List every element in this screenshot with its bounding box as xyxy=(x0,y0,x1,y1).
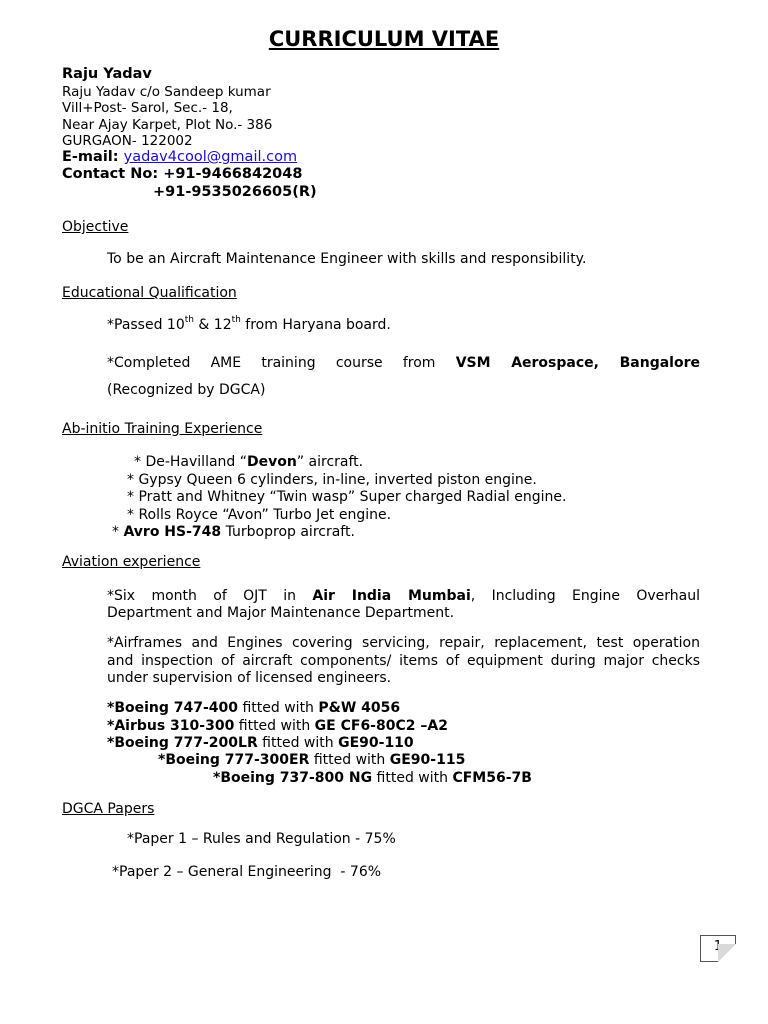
address-line-1: Raju Yadav c/o Sandeep kumar xyxy=(62,84,271,100)
aircraft-row xyxy=(107,700,400,716)
objective-text: To be an Aircraft Maintenance Engineer with skills and responsibility. xyxy=(107,251,587,267)
abinitio-item-bold: Avro HS-748 xyxy=(123,524,222,540)
aircraft-name: *Boeing 777-300ER xyxy=(158,752,310,768)
email-row xyxy=(62,149,297,165)
aircraft-name: *Boeing 777-200LR xyxy=(107,735,258,751)
aviation-heading: Aviation experience xyxy=(62,554,201,570)
aircraft-engine: P&W 4056 xyxy=(318,700,401,716)
abinitio-item: * Pratt and Whitney “Twin wasp” Super charged Radial engine. xyxy=(127,489,567,505)
fitted-with: fitted with xyxy=(309,752,390,768)
address-line-2: Vill+Post- Sarol, Sec.- 18, xyxy=(62,100,233,116)
objective-heading: Objective xyxy=(62,219,129,235)
contact-label: Contact No: xyxy=(62,166,159,182)
aviation-ojt-bold: Air India Mumbai xyxy=(312,588,471,604)
candidate-name: Raju Yadav xyxy=(62,66,152,82)
aircraft-name: *Airbus 310-300 xyxy=(107,718,235,734)
aircraft-engine: GE CF6-80C2 –A2 xyxy=(314,718,448,734)
education-ame-prefix: *Completed AME training course from xyxy=(107,355,456,371)
abinitio-item: * Rolls Royce “Avon” Turbo Jet engine. xyxy=(127,507,392,523)
aircraft-name: *Boeing 737-800 NG xyxy=(213,770,373,786)
address-line-3: Near Ajay Karpet, Plot No.- 386 xyxy=(62,117,273,133)
abinitio-item-text: ” aircraft. xyxy=(296,454,364,470)
abinitio-item xyxy=(134,454,363,470)
abinitio-item xyxy=(112,524,355,540)
aviation-airframes-line-2: and inspection of aircraft components/ items of equipment during major checks xyxy=(107,653,700,669)
abinitio-heading: Ab-initio Training Experience xyxy=(62,421,263,437)
aircraft-engine: GE90-115 xyxy=(389,752,466,768)
aircraft-name: *Boeing 747-400 xyxy=(107,700,239,716)
contact-row xyxy=(62,166,302,182)
education-heading: Educational Qualification xyxy=(62,285,237,301)
aircraft-row xyxy=(107,735,414,751)
superscript-th: th xyxy=(231,315,241,326)
abinitio-item-text: * xyxy=(112,524,124,540)
aircraft-row xyxy=(213,770,532,786)
fitted-with: fitted with xyxy=(234,718,315,734)
dgca-paper-1: *Paper 1 – Rules and Regulation - 75% xyxy=(127,831,396,847)
education-passed-prefix: *Passed 10 xyxy=(107,317,185,333)
email-link[interactable]: yadav4cool@gmail.com xyxy=(123,149,298,165)
aviation-ojt-text: , Including Engine Overhaul xyxy=(470,588,700,604)
aviation-airframes-line-3: under supervision of licensed engineers. xyxy=(107,670,392,686)
aviation-ojt-line-1 xyxy=(107,588,700,604)
phone-primary: +91-9466842048 xyxy=(163,166,303,182)
education-passed xyxy=(107,317,391,333)
education-ame xyxy=(107,355,700,371)
dgca-paper-2: *Paper 2 – General Engineering - 76% xyxy=(112,864,382,880)
aviation-airframes-line-1: *Airframes and Engines covering servicing, repair, replacement, test operation xyxy=(107,635,700,651)
aircraft-row xyxy=(158,752,465,768)
phone-secondary: +91-9535026605(R) xyxy=(153,184,317,200)
fitted-with: fitted with xyxy=(372,770,453,786)
aircraft-row xyxy=(107,718,448,734)
dgca-heading: DGCA Papers xyxy=(62,801,155,817)
document-title: CURRICULUM VITAE xyxy=(268,27,500,51)
address-line-4: GURGAON- 122002 xyxy=(62,133,193,149)
education-passed-suffix: from Haryana board. xyxy=(240,317,391,333)
abinitio-item-text: * De-Havilland “ xyxy=(134,454,247,470)
email-label: E-mail: xyxy=(62,149,119,165)
page-number-badge xyxy=(700,935,736,962)
education-ame-institute: VSM Aerospace, Bangalore xyxy=(455,355,701,371)
abinitio-item: * Gypsy Queen 6 cylinders, in-line, inverted piston engine. xyxy=(127,472,537,488)
fitted-with: fitted with xyxy=(257,735,339,751)
page-number: 1 xyxy=(713,939,723,954)
education-ame-recognized: (Recognized by DGCA) xyxy=(107,382,266,398)
education-passed-mid: & 12 xyxy=(193,317,232,333)
abinitio-item-bold: Devon xyxy=(247,454,297,470)
fitted-with: fitted with xyxy=(238,700,319,716)
aircraft-engine: GE90-110 xyxy=(338,735,414,751)
superscript-th: th xyxy=(184,315,194,326)
aviation-ojt-text: *Six month of OJT in xyxy=(107,588,313,604)
page-fold-icon xyxy=(718,944,736,962)
aircraft-engine: CFM56-7B xyxy=(452,770,532,786)
abinitio-item-text: Turboprop aircraft. xyxy=(221,524,355,540)
aviation-ojt-line-2: Department and Major Maintenance Department. xyxy=(107,605,455,621)
